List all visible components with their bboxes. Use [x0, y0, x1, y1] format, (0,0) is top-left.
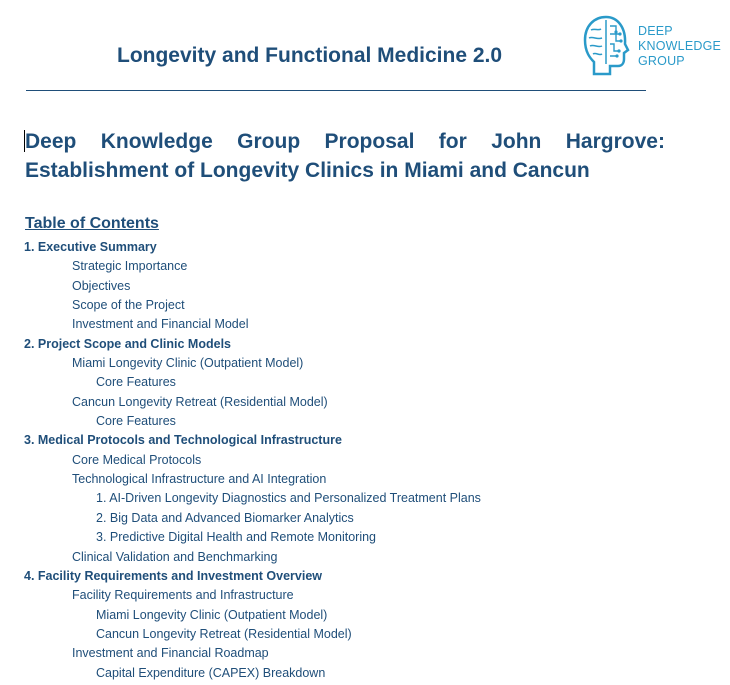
- title-word: Proposal: [324, 130, 415, 153]
- toc-subsection-link[interactable]: Miami Longevity Clinic (Outpatient Model): [72, 356, 304, 371]
- toc-subsection-link[interactable]: Objectives: [72, 278, 131, 293]
- toc-subsection-link[interactable]: Strategic Importance: [72, 259, 188, 274]
- logo-line3: GROUP: [638, 54, 685, 68]
- toc-subsection-link[interactable]: Clinical Validation and Benchmarking: [72, 549, 278, 564]
- brain-circuit-icon: [580, 14, 632, 78]
- toc-subsubsection-link[interactable]: 2. Big Data and Advanced Biomarker Analytics: [96, 510, 354, 525]
- toc-subsection-link[interactable]: Technological Infrastructure and AI Integration: [72, 472, 327, 487]
- toc-section-link[interactable]: 4. Facility Requirements and Investment Overview: [24, 568, 323, 583]
- toc-section-link[interactable]: 3. Medical Protocols and Technological Infrastructure: [24, 433, 342, 448]
- logo-line1: DEEP: [638, 24, 673, 38]
- document-title-line2: Establishment of Longevity Clinics in Miami and Cancun: [25, 159, 590, 182]
- header-divider: [26, 90, 646, 91]
- document-title-line1: [25, 127, 665, 156]
- table-of-contents: [0, 238, 730, 683]
- toc-section-link[interactable]: 2. Project Scope and Clinic Models: [24, 336, 231, 351]
- toc-subsection-link[interactable]: Cancun Longevity Retreat (Residential Model): [72, 394, 328, 409]
- toc-subsubsection-link[interactable]: Core Features: [96, 414, 176, 429]
- toc-subsection-link[interactable]: Core Medical Protocols: [72, 452, 202, 467]
- company-logo: [580, 14, 720, 84]
- document-title[interactable]: [25, 127, 665, 185]
- title-word: Group: [237, 130, 301, 153]
- title-word: Deep: [25, 130, 77, 153]
- title-word: John: [491, 130, 542, 153]
- toc-heading: Table of Contents: [25, 215, 159, 232]
- title-word: Knowledge: [100, 130, 213, 153]
- toc-subsubsection-link[interactable]: Core Features: [96, 375, 176, 390]
- logo-wordmark: [638, 24, 721, 69]
- title-word: for: [438, 130, 467, 153]
- toc-subsubsection-link[interactable]: Cancun Longevity Retreat (Residential Model): [96, 626, 352, 641]
- toc-subsection-link[interactable]: Investment and Financial Model: [72, 317, 249, 332]
- toc-subsection-link[interactable]: Investment and Financial Roadmap: [72, 646, 269, 661]
- header-title: Longevity and Functional Medicine 2.0: [117, 44, 503, 67]
- toc-subsection-link[interactable]: Facility Requirements and Infrastructure: [72, 588, 294, 603]
- toc-subsubsection-link[interactable]: 3. Predictive Digital Health and Remote Monitoring: [96, 530, 376, 545]
- toc-section-link[interactable]: 1. Executive Summary: [24, 240, 157, 254]
- toc-subsubsection-link[interactable]: 1. AI-Driven Longevity Diagnostics and Personalized Treatment Plans: [96, 491, 481, 506]
- toc-subsubsection-link[interactable]: Miami Longevity Clinic (Outpatient Model): [96, 607, 328, 622]
- logo-line2: KNOWLEDGE: [638, 39, 722, 53]
- title-word: Hargrove:: [565, 130, 665, 153]
- toc-subsubsection-link[interactable]: Capital Expenditure (CAPEX) Breakdown: [96, 665, 326, 680]
- toc-subsection-link[interactable]: Scope of the Project: [72, 298, 185, 313]
